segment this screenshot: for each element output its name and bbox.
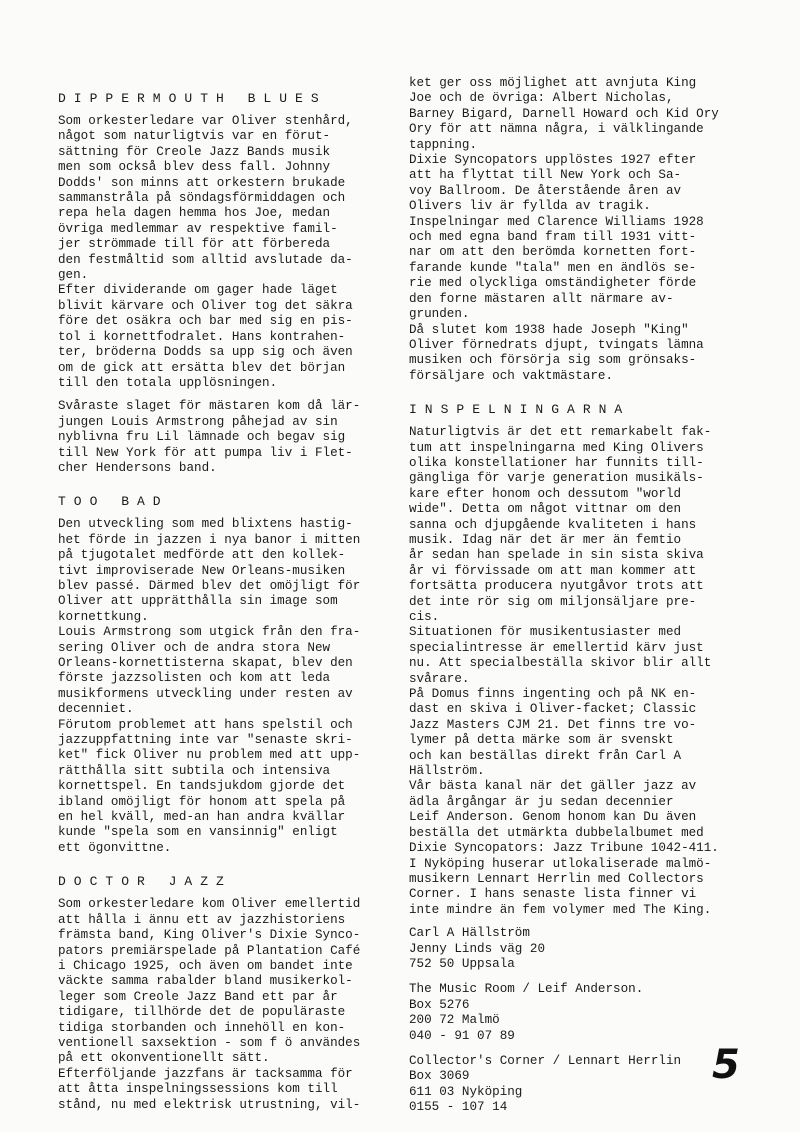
heading-doctor-jazz: DOCTOR JAZZ xyxy=(58,874,232,890)
page-number: 5 xyxy=(712,1042,740,1088)
paragraph: Den utveckling som med blixtens hastig- het förde in jazzen i nya banor i mitten på tjugotalet medförde att den kollek- tivt improviserade New Orleans-musiken blev passé. Därmed blev det omöjligt för Oliver att upprätthålla sin image som kornettkung. Louis Armstrong som utgick från den fra- sering Oliver och de andra stora New Orleans-kornettisterna skapat, blev den förste jazzsolisten och kom att leda musikformens utveckling under resten av decenniet. Förutom problemet att hans spelstil och jazzuppfattning inte var "senaste skri- ket" fick Oliver nu problem med att upp- rätthålla sitt subtila och intensiva kornettspel. En tandsjukdom gjorde det ibland omöjligt för honom att spela på en hel kväll, med-an han andra kvällar kunde "spela som en vansinnig" enligt ett ögonvittne. xyxy=(58,517,361,855)
paragraph: Svåraste slaget för mästaren kom då lär- jungen Louis Armstrong påhejad av sin nyblivna fru Lil lämnade och begav sig till New York för att pumpa liv i Flet- cher Hendersons band. xyxy=(58,399,361,475)
paragraph: Som orkesterledare kom Oliver emellertid att hålla i ännu ett av jazzhistoriens främsta band, King Oliver's Dixie Synco- pators premiärspelade på Plantation Café i Chicago 1925, och även om bandet inte väckte samma rabalder bland musikerkol- leger som Creole Jazz Band ett par år tidigare, tillhörde det de populäraste tidiga storbanden och innehöll en kon- ventionell saxsektion - som f ö användes på ett okonventionellt sätt. Efterföljande jazzfans är tacksamma för att åtta inspelningssessions kom till stånd, nu med elektrisk utrustning, vil- xyxy=(58,897,361,1112)
address-music-room: The Music Room / Leif Anderson. Box 5276 200 72 Malmö 040 - 91 07 89 xyxy=(409,982,644,1043)
left-column xyxy=(58,76,376,1113)
paragraph: Naturligtvis är det ett remarkabelt fak- tum att inspelningarna med King Olivers olika konstellationer har funnits till- gängliga för varje generation musikäls- kare efter honom och dessutom "world wide". Detta om något vittnar om den sanna och djupgående kvaliteten i hans musik. Idag när det är mer än femtio år sedan han spelade in sin sista skiva år vi förvissade om att man kommer att fortsätta producera nyutgåvor trots att det inte rör sig om miljonsäljare pre- cis. Situationen för musikentusiaster med specialintresse är emellertid kärv just nu. Att specialbeställa skivor blir allt svårare. På Domus finns ingenting och på NK en- dast en skiva i Oliver-facket; Classic Jazz Masters CJM 21. Det finns tre vo- lymer på detta märke som är svenskt och kan beställas direkt från Carl A Hällström. Vår bästa kanal när det gäller jazz av ädla årgångar är ju sedan decennier Leif Anderson. Genom honom kan Du även beställa det utmärkta dubbelalbumet med Dixie Syncopators: Jazz Tribune 1042-411. I Nyköping huserar utlokaliserade malmö- musikern Lennart Herrlin med Collectors Corner. I hans senaste lista finner vi inte mindre än fem volymer med The King. xyxy=(409,425,719,917)
heading-too-bad: TOO BAD xyxy=(58,494,169,510)
heading-dippermouth-blues: DIPPERMOUTH BLUES xyxy=(58,91,327,106)
right-column xyxy=(409,76,749,1126)
address-collectors-corner: Collector's Corner / Lennart Herrlin Box 3069 611 03 Nyköping 0155 - 107 14 xyxy=(409,1053,682,1115)
address-hallstrom: Carl A Hällström Jenny Linds väg 20 752 50 Uppsala xyxy=(409,926,546,971)
paragraph: Som orkesterledare var Oliver stenhård, något som naturligtvis var en förut- sättning för Creole Jazz Bands musik men som också blev dess fall. Johnny Dodds' son minns att orkestern brukade sammanstråla på söndagsförmiddagen och repa hela dagen hemma hos Joe, medan övriga medlemmar av respektive famil- jer strömmade till för att förbereda den festmåltid som alltid avslutade da- gen. Efter dividerande om gager hade läget blivit kärvare och Oliver tog det säkra före det osäkra och bar med sig en pis- tol i kornettfodralet. Hans kontrahen- ter, bröderna Dodds sa upp sig och även om de gick att ersätta blev det början till den totala upplösningen. xyxy=(58,114,353,390)
paragraph: ket ger oss möjlighet att avnjuta King Joe och de övriga: Albert Nicholas, Barney Bigard, Darnell Howard och Kid Ory Ory för att nämna några, i välklingande tappning. Dixie Syncopators upplöstes 1927 efter att ha flyttat till New York och Sa- voy Ballroom. De återstående åren av Olivers liv är fyllda av tragik. Inspelningar med Clarence Williams 1928 och med egna band fram till 1931 vitt- nar om att den berömda kornetten fort- farande kunde "tala" men en ändlös se- rie med olyckliga omständigheter förde den forne mästaren allt närmare av- grunden. Då slutet kom 1938 hade Joseph "King" Oliver förnedrats djupt, tvingats lämna musiken och försörja sig som grönsaks- försäljare och vaktmästare. xyxy=(409,76,719,383)
heading-inspelningarna: INSPELNINGARNA xyxy=(409,402,631,418)
